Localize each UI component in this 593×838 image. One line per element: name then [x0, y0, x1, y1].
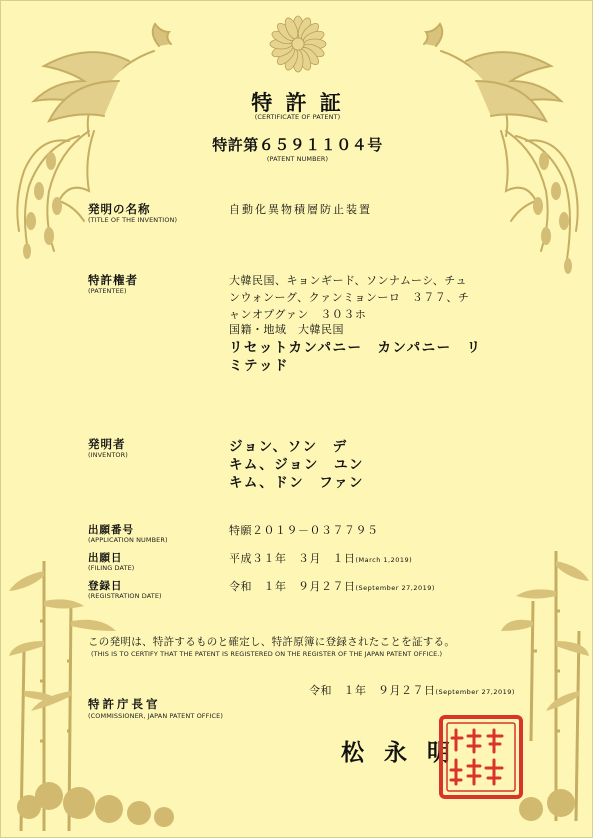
issue-date-jp: 令和 １年 ９月２７日	[309, 684, 436, 697]
invention-title: 自動化異物積層防止装置	[229, 203, 372, 216]
patentee-name-line: ミテッド	[229, 358, 289, 374]
certificate-title-en: (CERTIFICATE OF PATENT)	[254, 113, 341, 121]
patentee-address-line: 大韓民国、キョンギード、ソンナムーシ、チュ	[229, 274, 467, 287]
inventor-name: キム、ジョン ユン	[229, 457, 364, 473]
patentee-label: 特許権者	[88, 273, 138, 287]
issue-date-en: (September 27,2019)	[435, 688, 515, 696]
registration-date-jp: 令和 １年 ９月２７日	[229, 580, 356, 593]
registration-date-label: 登録日	[88, 580, 123, 592]
commissioner-label-en: (COMMISSIONER, JAPAN PATENT OFFICE)	[88, 712, 223, 720]
certification-statement: この発明は、特許するものと確定し、特許原簿に登録されたことを証する。	[88, 636, 456, 648]
filing-date-en: (March 1,2019)	[355, 556, 413, 564]
commissioner-signature: 松 永 明	[341, 739, 457, 766]
inventor-name: キム、ドン ファン	[229, 475, 364, 491]
patentee-nationality: 国籍・地域 大韓民国	[229, 323, 344, 336]
patentee-label-en: (PATENTEE)	[88, 287, 127, 295]
chrysanthemum-crest-icon	[269, 15, 327, 73]
filing-date-label: 出願日	[88, 552, 123, 564]
application-number-label: 出願番号	[88, 524, 134, 536]
certification-statement-en: (THIS IS TO CERTIFY THAT THE PATENT IS REGISTERED ON THE REGISTER OF THE JAPAN PATENT OFFICE.)	[91, 650, 443, 658]
application-number-label-en: (APPLICATION NUMBER)	[88, 536, 168, 544]
invention-label-en: (TITLE OF THE INVENTION)	[88, 216, 178, 224]
issue-date	[309, 682, 515, 698]
patent-number: 特許第６５９１１０４号	[212, 136, 383, 154]
filing-date-value	[229, 550, 412, 566]
registration-date-en: (September 27,2019)	[355, 584, 435, 592]
registration-date-value	[229, 578, 435, 594]
patent-number-label-en: (PATENT NUMBER)	[266, 155, 329, 163]
patentee-name-line: リセットカンパニー カンパニー リ	[229, 340, 482, 356]
registration-date-label-en: (REGISTRATION DATE)	[88, 592, 162, 600]
official-seal-icon	[438, 714, 524, 800]
patentee-address-line: ャンオプグァン ３０３ホ	[229, 308, 367, 321]
certificate-title: 特 許 証	[251, 90, 344, 115]
patentee-address-line: ンウォンーグ、クァンミョンーロ ３７７、チ	[229, 291, 470, 304]
commissioner-label: 特許庁長官	[88, 697, 161, 711]
application-number-value: 特願２０１９－０３７７９５	[229, 524, 379, 537]
inventor-label-en: (INVENTOR)	[88, 451, 128, 459]
invention-label: 発明の名称	[88, 202, 151, 216]
filing-date-jp: 平成３１年 ３月 １日	[229, 552, 356, 565]
filing-date-label-en: (FILING DATE)	[88, 564, 135, 572]
inventor-label: 発明者	[88, 437, 126, 451]
inventor-name: ジョン、ソン デ	[229, 439, 348, 455]
